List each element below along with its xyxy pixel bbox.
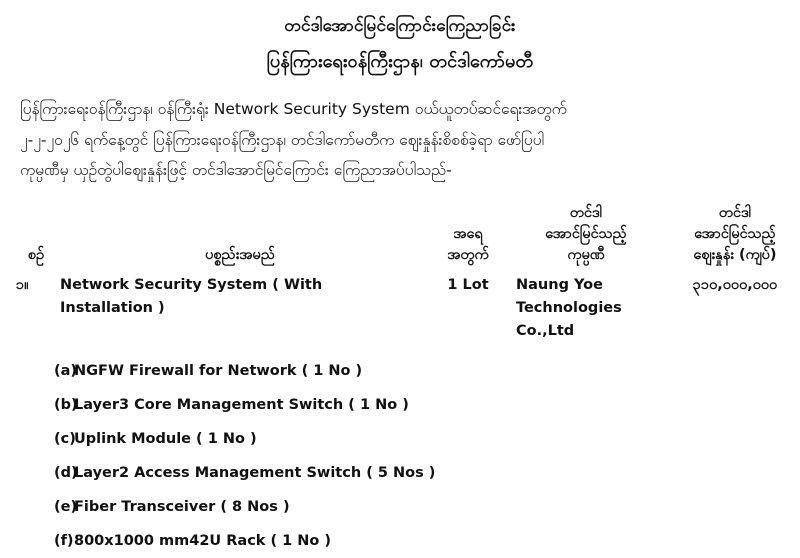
- table-header-row: [14, 201, 800, 272]
- page-title: တင်ဒါအောင်မြင်ကြောင်းကြေညာခြင်း: [284, 16, 516, 36]
- sub-item-label: (c): [54, 430, 76, 447]
- column-header-company: [514, 201, 658, 272]
- sub-item-label: (f): [54, 532, 74, 549]
- sub-item-text: Uplink Module ( 1 No ): [74, 430, 257, 447]
- column-header-company-line2: အောင်မြင်သည့်: [545, 225, 627, 242]
- sub-item-text: NGFW Firewall for Network ( 1 No ): [74, 362, 363, 379]
- column-header-price-line3: ဈေးနှုန်း (ကျပ်): [693, 246, 777, 263]
- list-item: [14, 388, 786, 422]
- sub-item-text: Layer2 Access Management Switch ( 5 Nos ): [74, 464, 436, 481]
- table-header: [14, 201, 800, 272]
- column-header-quantity-line2: အတွက်: [447, 246, 489, 263]
- cell-quantity: 1 Lot: [447, 277, 489, 293]
- sub-item-text: 800x1000 mm42U Rack ( 1 No ): [74, 532, 332, 549]
- list-item: [14, 490, 786, 524]
- column-header-quantity-line1: အရေ: [453, 225, 483, 242]
- column-header-quantity: [422, 201, 514, 272]
- column-header-price-line1: တင်ဒါ: [718, 204, 752, 221]
- paragraph-line-3: ကုမ္ပဏီမှ ယှဉ်တွဲပါဈေးနှုန်းဖြင့် တင်ဒါအောင်မြင်ကြောင်း ကြေညာအပ်ပါသည်-: [20, 160, 452, 179]
- cell-company-line3: Co.,Ltd: [516, 323, 575, 340]
- cell-company: [514, 272, 658, 346]
- paragraph-line-2: ၂-၂-၂၀၂၆ ရက်နေ့တွင် ပြန်ကြားရေးဝန်ကြီးဌာန၊ တင်ဒါကော်မတီက ဈေးနှုန်းစိစစ်ခဲ့ရာ ဖော်ပြပါ: [20, 130, 545, 149]
- sub-item-label: (a): [54, 362, 78, 379]
- column-header-company-line1: တင်ဒါ: [569, 204, 603, 221]
- cell-company-line2: Technologies: [516, 300, 622, 317]
- list-item: [14, 354, 786, 388]
- cell-no: ၁။: [16, 277, 29, 293]
- column-header-company-line3: ကုမ္ပဏီ: [567, 246, 605, 263]
- column-header-price: [658, 201, 800, 272]
- column-header-no: စဉ်: [27, 246, 45, 263]
- sub-item-text: Fiber Transceiver ( 8 Nos ): [74, 498, 290, 515]
- announcement-paragraph: [14, 94, 786, 185]
- column-header-price-line2: အောင်မြင်သည့်: [694, 225, 776, 242]
- document-title-block: [14, 14, 786, 76]
- cell-description: Network Security System ( With Installation ): [60, 277, 323, 317]
- page-subtitle: ပြန်ကြားရေးဝန်ကြီးဌာန၊ တင်ဒါကော်မတီ: [266, 50, 534, 72]
- cell-price: ၃၁၀,၀၀၀,၀၀၀: [692, 277, 778, 293]
- list-item: [14, 422, 786, 456]
- table-row: [14, 272, 800, 346]
- tender-results-table: [14, 201, 800, 346]
- list-item: [14, 456, 786, 490]
- sub-item-list: [14, 354, 786, 558]
- list-item: [14, 524, 786, 558]
- cell-company-line1: Naung Yoe: [516, 277, 603, 293]
- column-header-description: ပစ္စည်းအမည်: [205, 246, 275, 263]
- sub-item-label: (d): [54, 464, 78, 481]
- table-body: [14, 272, 800, 346]
- sub-item-label: (b): [54, 396, 78, 413]
- sub-item-text: Layer3 Core Management Switch ( 1 No ): [74, 396, 409, 413]
- sub-item-label: (e): [54, 498, 78, 515]
- paragraph-line-1: ပြန်ကြားရေးဝန်ကြီးဌာန၊ ဝန်ကြီးရုံး Network Security System ဝယ်ယူတပ်ဆင်ရေးအတွက်: [20, 100, 567, 119]
